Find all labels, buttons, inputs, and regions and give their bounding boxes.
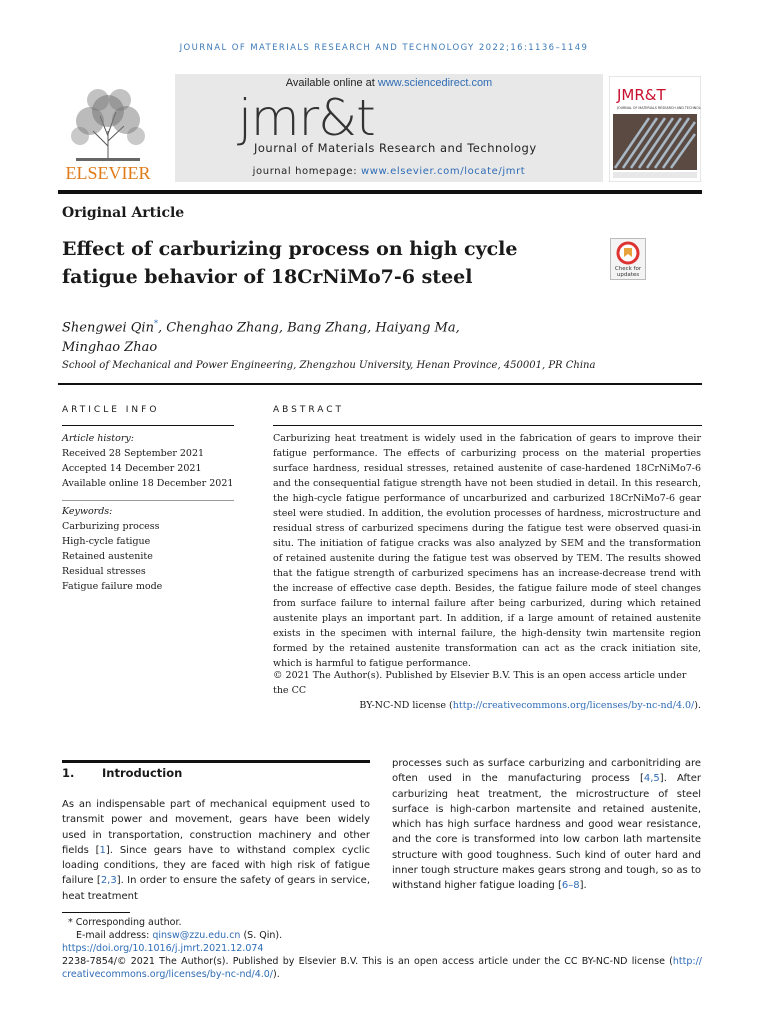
cover-subtitle: JOURNAL OF MATERIALS RESEARCH AND TECHNOLOGY	[617, 106, 701, 110]
article-type: Original Article	[62, 205, 185, 221]
intro-text: ]. In order to ensure the safety of gears in service, heat treatment	[62, 875, 371, 902]
article-info-rule	[62, 425, 234, 426]
journal-cover[interactable]	[609, 76, 701, 182]
corresponding-marker[interactable]: *	[153, 319, 158, 328]
keywords	[62, 504, 162, 594]
keywords-rule	[62, 500, 234, 501]
intro-rule	[62, 760, 370, 763]
elsevier-wordmark: ELSEVIER	[65, 163, 151, 182]
header-rule	[58, 190, 702, 194]
author-first[interactable]: Shengwei Qin	[62, 320, 154, 336]
homepage-prefix: journal homepage:	[252, 166, 361, 177]
email-note	[62, 929, 702, 942]
journal-name: Journal of Materials Research and Technology	[254, 141, 537, 155]
citation-link[interactable]: 1	[99, 844, 106, 856]
keyword-item: Retained austenite	[62, 551, 153, 562]
cover-logo: JMR&T	[617, 86, 666, 104]
check-for-updates-icon	[610, 238, 646, 280]
license-prefix: BY-NC-ND license (	[359, 700, 453, 711]
affiliation-rule	[58, 383, 702, 385]
footnote-rule	[62, 912, 130, 913]
article-info-heading: ARTICLE INFO	[62, 405, 160, 415]
citation-link[interactable]: 2,3	[100, 875, 117, 887]
abstract-heading: ABSTRACT	[273, 405, 345, 415]
author-list	[62, 314, 582, 358]
accepted-date: Accepted 14 December 2021	[62, 463, 202, 474]
license-url-end[interactable]: creativecommons.org/licenses/by-nc-nd/4.0/	[62, 969, 274, 980]
available-date: Available online 18 December 2021	[62, 478, 234, 489]
copyright-line-2	[273, 698, 701, 713]
license-link[interactable]: http://creativecommons.org/licenses/by-nc-nd/4.0/	[452, 700, 695, 711]
license-note-line-2	[62, 968, 702, 981]
check-label-2: updates	[616, 272, 640, 278]
history-label: Article history:	[62, 433, 134, 444]
check-label-1: Check for	[614, 266, 642, 272]
intro-column-1	[62, 797, 370, 904]
abstract-text: Carburizing heat treatment is widely used in the fabrication of gears to improve their fatigue performance. The effects of carburizing process on the material properties surface hardness, residual stresses, retained austenite of case-hardened 18CrNiMo7-6 and the consequential fatigue strength have not been studied in detail. In this research, the high-cycle fatigue performance of uncarburized and carburized 18CrNiMo7-6 gear steel were studied. In addition, the evolution processes of hardness, microstructure and residual stress of carburized specimens during the fatigue test were observed quasi-in situ. The initiation of fatigue cracks was also analyzed by SEM and the transformation of retained austenite during the fatigue test was observed by TEM. The results showed that the fatigue strength of carburized specimens has an increase-decrease trend with the increase of effective case depth. Besides, the fatigue failure mode of steel changes from surface failure to internal failure after being carburized, during which retained austenite plays an important part. In addition, if a large amount of retained austenite exists in the specimen with internal failure, the high-density twin martensite region formed by the retained austenite transformation can act as the crack initiation site, which is harmful to fatigue performance.	[273, 433, 701, 669]
email-link[interactable]: qinsw@zzu.edu.cn	[152, 930, 241, 941]
elsevier-tree-icon	[58, 76, 158, 182]
license-text: 2238-7854/© 2021 The Author(s). Published by Elsevier B.V. This is an open access article under the CC BY-NC-ND license (	[62, 956, 673, 967]
check-for-updates-button[interactable]	[610, 238, 646, 280]
license-suffix: ).	[694, 700, 701, 711]
keyword-item: High-cycle fatigue	[62, 536, 151, 547]
abstract-rule	[273, 425, 702, 426]
available-prefix: Available online at	[285, 77, 378, 89]
authors-rest: , Chenghao Zhang, Bang Zhang, Haiyang Ma,	[157, 320, 460, 336]
email-prefix: E-mail address:	[76, 930, 153, 941]
intro-text: processes such as surface carburizing and carbonitriding are often used in the manufacturing process [	[392, 758, 701, 785]
keyword-item: Residual stresses	[62, 566, 146, 577]
email-suffix: (S. Qin).	[240, 930, 283, 941]
keyword-item: Fatigue failure mode	[62, 581, 163, 592]
intro-column-2	[392, 756, 701, 894]
intro-heading	[62, 766, 182, 780]
sciencedirect-link[interactable]: www.sciencedirect.com	[377, 77, 493, 89]
abstract-copyright	[273, 668, 701, 713]
jmrt-logo: jmr&t	[238, 89, 375, 147]
affiliation: School of Mechanical and Power Engineering, Zhengzhou University, Henan Province, 450001, PR China	[62, 360, 596, 371]
article-title: Effect of carburizing process on high cycle fatigue behavior of 18CrNiMo7-6 steel	[62, 238, 518, 288]
license-note	[62, 955, 702, 968]
authors-line-2: Minghao Zhao	[62, 340, 158, 356]
intro-text: ].	[579, 880, 587, 892]
journal-cover-icon	[609, 76, 701, 182]
keywords-label: Keywords:	[62, 506, 113, 517]
citation-link[interactable]: 6–8	[561, 880, 580, 892]
intro-text: As an indispensable part of mechanical equipment used to transmit power and movement, gears have been widely used in transportation, construction machinery and other fields [	[62, 799, 370, 856]
elsevier-logo[interactable]	[58, 76, 158, 182]
received-date: Received 28 September 2021	[62, 448, 205, 459]
article-history	[62, 431, 233, 491]
intro-text: ]. After carburizing heat treatment, the microstructure of steel surface is high-carbon martensite and retained austenite, which has high surface hardness and good wear resistance, and the core is transformed into low carbon lath martensite structure with good toughness. Such kind of outer hard and inner tough structure makes gears strong and tough, so as to withstand higher fatigue loading [	[392, 773, 701, 892]
intro-text: ]. Since gears have to withstand complex cyclic loading conditions, they are faced with high risk of fatigue failure [	[62, 844, 370, 887]
running-head: JOURNAL OF MATERIALS RESEARCH AND TECHNOLOGY 2022;16:1136–1149	[179, 43, 589, 53]
citation-link[interactable]: 4,5	[643, 773, 660, 785]
section-title: Introduction	[102, 766, 183, 780]
homepage-link[interactable]: www.elsevier.com/locate/jmrt	[360, 166, 526, 177]
license-end: ).	[273, 969, 280, 980]
journal-homepage	[175, 166, 603, 177]
license-url-start[interactable]: http://	[672, 956, 702, 967]
doi-link[interactable]: https://doi.org/10.1016/j.jmrt.2021.12.074	[62, 943, 264, 954]
footnotes	[62, 916, 702, 981]
copyright-line-1: © 2021 The Author(s). Published by Elsevier B.V. This is an open access article under the CC	[273, 670, 687, 696]
keyword-item: Carburizing process	[62, 521, 160, 532]
section-number: 1.	[62, 766, 75, 780]
corresponding-author-note: * Corresponding author.	[68, 917, 182, 928]
